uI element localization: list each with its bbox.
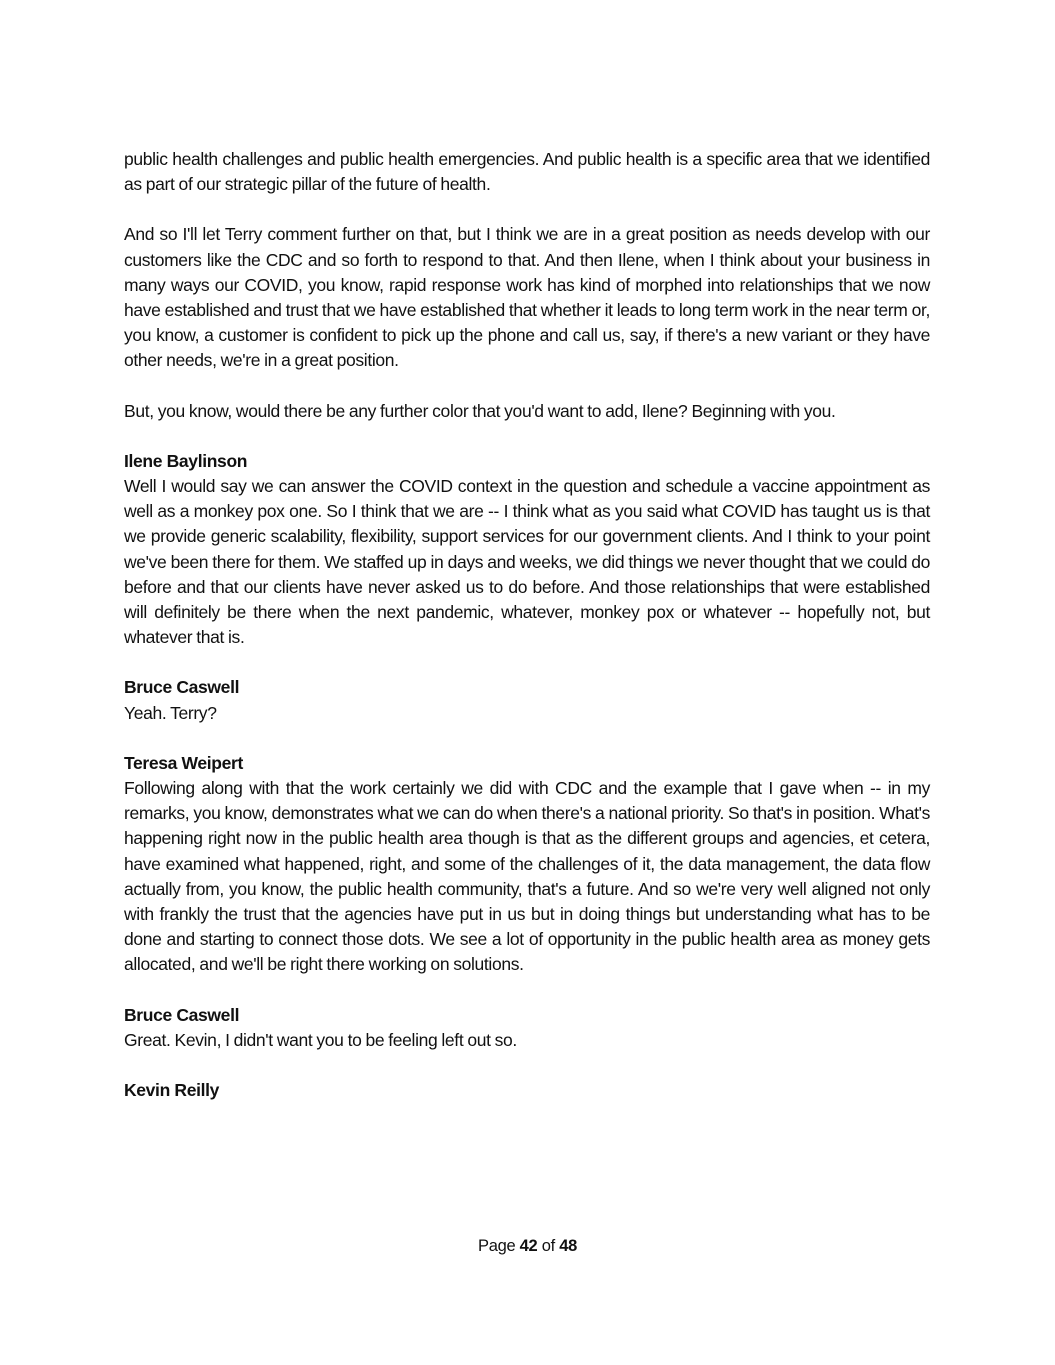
footer-prefix: Page: [478, 1237, 516, 1255]
speaker-name: Teresa Weipert: [124, 752, 243, 773]
speaker-turn: [124, 1078, 930, 1103]
speaker-name: Ilene Baylinson: [124, 450, 248, 471]
transcript-page: [124, 147, 930, 1128]
page-number-footer: [0, 1234, 1055, 1258]
current-page-number: 42: [519, 1237, 538, 1255]
speaker-text: Yeah. Terry?: [124, 702, 217, 723]
speaker-turn: [124, 751, 930, 978]
speaker-text: Well I would say we can answer the COVID context in the question and schedule a vaccine appointment as well as a monkey pox one. So I think that we are -- I think what as you said what COVID has taught us is that we provide generic scalability, flexibility, support services for our government clients. And I think to your point we've been there for them. We staffed up in days and weeks, we did things we never thought that we could do before and that our clients have never asked us to do before. And those relationships that were established will definitely be there when the next pandemic, whatever, monkey pox or whatever -- hopefully not, but whatever that is.: [124, 476, 930, 648]
speaker-turn: [124, 449, 930, 651]
total-page-count: 48: [559, 1237, 577, 1255]
transcript-paragraph: public health challenges and public health emergencies. And public health is a specific area that we identified as part of our strategic pillar of the future of health.: [124, 149, 930, 195]
speaker-turn: [124, 675, 930, 725]
speaker-text: Following along with that the work certainly we did with CDC and the example that I gave when -- in my remarks, you know, demonstrates what we can do when there's a national priority. So that's in position. What's happening right now in the public health area though is that as the different groups and agencies, et cetera, have examined what happened, right, and some of the challenges of it, the data management, the data flow actually from, you know, the public health community, that's a future. And so we're very well aligned not only with frankly the trust that the agencies have put in us but in doing things but understanding what has to be done and starting to connect those dots. We see a lot of opportunity in the public health area as money gets allocated, and we'll be right there working on solutions.: [124, 778, 930, 975]
speaker-text: Great. Kevin, I didn't want you to be feeling left out so.: [124, 1029, 517, 1050]
speaker-turn: [124, 1003, 930, 1053]
speaker-name: Kevin Reilly: [124, 1080, 220, 1101]
speaker-name: Bruce Caswell: [124, 677, 240, 698]
speaker-name: Bruce Caswell: [124, 1004, 240, 1025]
transcript-paragraph: And so I'll let Terry comment further on that, but I think we are in a great position as needs develop with our customers like the CDC and so forth to respond to that. And then Ilene, when I think about your business in many ways our COVID, you know, rapid response work has kind of morphed into relationships that we now have established and trust that we have established that whether it leads to long term work in the near term or, you know, a customer is confident to pick up the phone and call us, say, if there's a new variant or they have other needs, we're in a great position.: [124, 224, 930, 371]
footer-of: of: [541, 1237, 555, 1255]
transcript-paragraph: But, you know, would there be any further color that you'd want to add, Ilene? Beginning with you.: [124, 400, 836, 421]
